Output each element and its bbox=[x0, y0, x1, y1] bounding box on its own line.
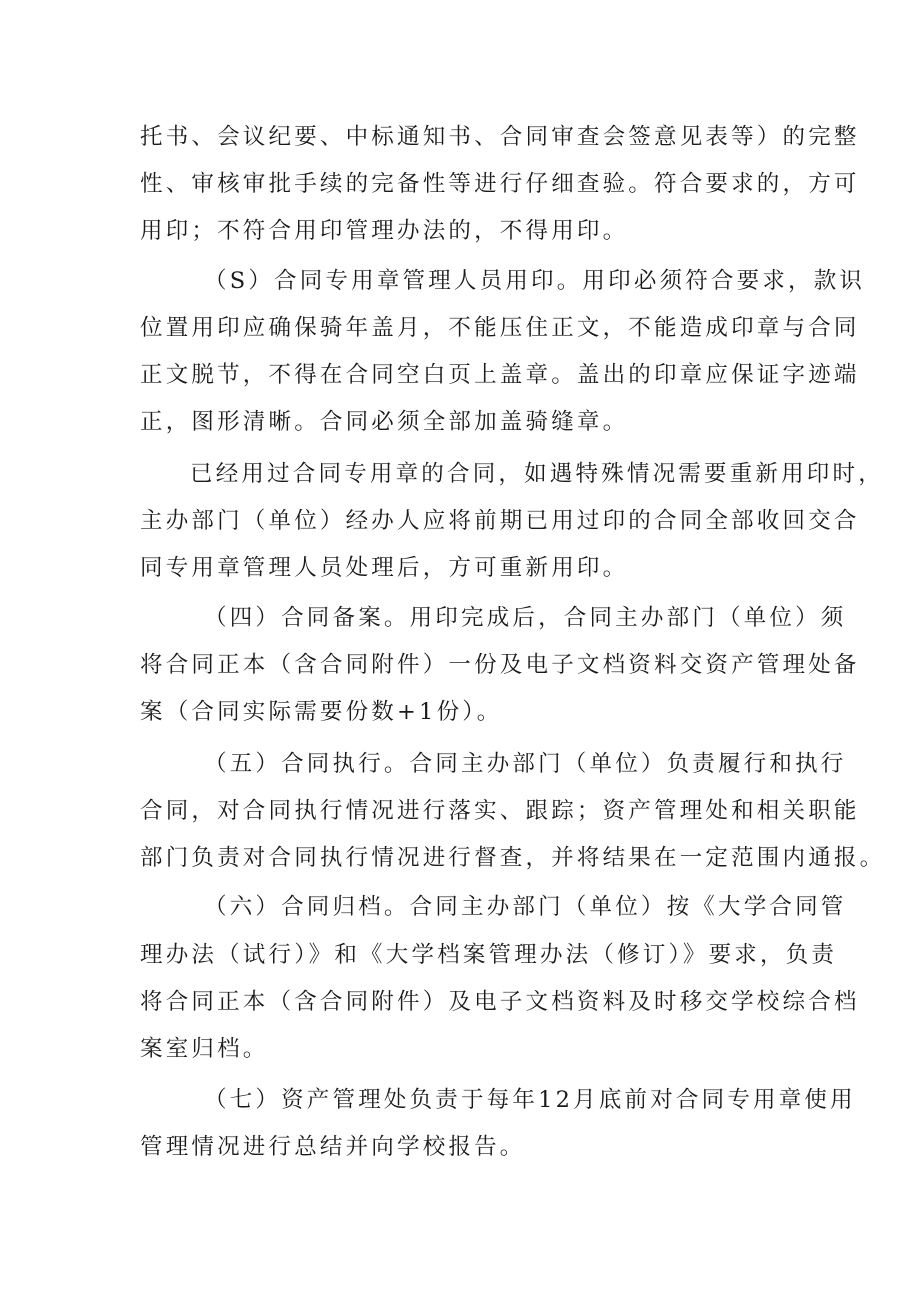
text-line: （S）合同专用章管理人员用印。用印必须符合要求，款识 bbox=[204, 268, 866, 294]
text-line: 正，图形清晰。合同必须全部加盖骑缝章。 bbox=[140, 409, 629, 435]
text-line: （五）合同执行。合同主办部门（单位）负责履行和执行 bbox=[204, 751, 847, 777]
text-line: （七）资产管理处负责于每年12月底前对合同专用章使用 bbox=[204, 1087, 856, 1113]
text-line: （四）合同备案。用印完成后，合同主办部门（单位）须 bbox=[204, 605, 847, 631]
text-line: 用印；不符合用印管理办法的，不得用印。 bbox=[140, 218, 629, 244]
text-line: 托书、会议纪要、中标通知书、合同审查会签意见表等）的完整 bbox=[140, 124, 860, 150]
text-line: 案（合同实际需要份数+1份）。 bbox=[140, 699, 503, 725]
text-line: 将合同正本（含合同附件）一份及电子文档资料交资产管理处备 bbox=[140, 652, 860, 678]
text-line: 案室归档。 bbox=[140, 1036, 269, 1062]
text-line: 部门负责对合同执行情况进行督查，并将结果在一定范围内通报。 bbox=[140, 845, 886, 871]
text-line: 理办法（试行）》和《大学档案管理办法（修订）》要求，负责 bbox=[140, 942, 838, 968]
text-line: 将合同正本（含合同附件）及电子文档资料及时移交学校综合档 bbox=[140, 989, 860, 1015]
text-line: 位置用印应确保骑年盖月，不能压住正文，不能造成印章与合同 bbox=[140, 315, 860, 341]
text-line: 已经用过合同专用章的合同，如遇特殊情况需要重新用印时， bbox=[190, 461, 884, 487]
text-line: 性、审核审批手续的完备性等进行仔细查验。符合要求的，方可 bbox=[140, 171, 860, 197]
text-line: 正文脱节，不得在合同空白页上盖章。盖出的印章应保证字迹端 bbox=[140, 362, 860, 388]
text-line: 合同，对合同执行情况进行落实、跟踪；资产管理处和相关职能 bbox=[140, 798, 860, 824]
text-line: 主办部门（单位）经办人应将前期已用过印的合同全部收回交合 bbox=[140, 508, 860, 534]
text-line: 管理情况进行总结并向学校报告。 bbox=[140, 1134, 526, 1160]
text-line: （六）合同归档。合同主办部门（单位）按《大学合同管 bbox=[204, 894, 847, 920]
text-line: 同专用章管理人员处理后，方可重新用印。 bbox=[140, 555, 629, 581]
